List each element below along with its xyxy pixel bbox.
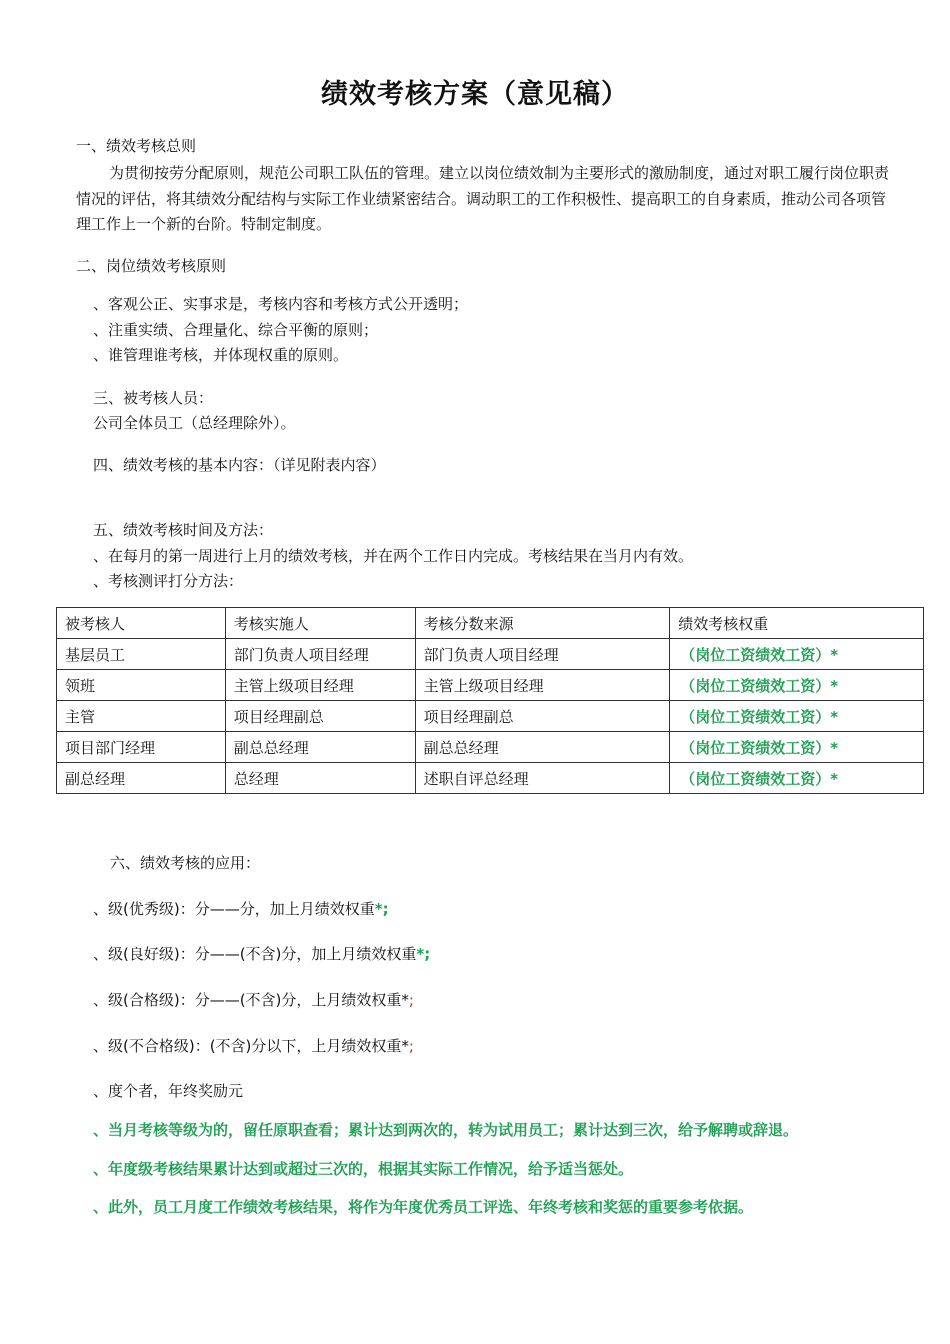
table-cell: 副总经理 <box>57 763 226 794</box>
table-header-cell: 绩效考核权重 <box>670 608 924 639</box>
table-cell: 主管上级项目经理 <box>225 670 415 701</box>
section3-text: 公司全体员工（总经理除外）。 <box>93 414 296 432</box>
table-header-row <box>57 608 924 639</box>
weight-cell: （岗位工资绩效工资）* <box>670 763 924 794</box>
section4-heading: 四、绩效考核的基本内容：（详见附表内容） <box>93 456 386 474</box>
table-header-cell: 被考核人 <box>57 608 226 639</box>
grade-text: 、级(良好级)：分——(不含)分，加上月绩效权重 <box>93 945 417 963</box>
note-item: 、此外，员工月度工作绩效考核结果，将作为年度优秀员工评选、年终考核和奖惩的重要参考依据。 <box>93 1198 754 1216</box>
table-cell: 领班 <box>57 670 226 701</box>
table-row <box>57 763 924 794</box>
table-cell: 项目经理副总 <box>415 701 670 732</box>
table-row <box>57 732 924 763</box>
table-header-cell: 考核实施人 <box>225 608 415 639</box>
table-cell: 项目经理副总 <box>225 701 415 732</box>
section5-heading: 五、绩效考核时间及方法： <box>93 521 274 539</box>
section1-paragraph: 为贯彻按劳分配原则，规范公司职工队伍的管理。建立以岗位绩效制为主要形式的激励制度，通过对职工履行岗位职责情况的评估，将其绩效分配结构与实际工作业绩紧密结合。调动职工的工作积极性、提高职工的自身素质，推动公司各项管理工作上一个新的台阶。特制定制度。 <box>76 164 890 233</box>
grade-item <box>93 1036 414 1056</box>
note-item: 、当月考核等级为的，留任原职查看；累计达到两次的，转为试用员工；累计达到三次，给予解聘或辞退。 <box>93 1121 799 1139</box>
table-cell: 项目部门经理 <box>57 732 226 763</box>
section6-heading: 六、绩效考核的应用： <box>110 854 261 872</box>
grade-text: 、级(不合格级)：(不含)分以下，上月绩效权重* <box>93 1037 409 1055</box>
table-row <box>57 639 924 670</box>
grade-mark: *; <box>416 945 431 963</box>
table-row <box>57 670 924 701</box>
method-item: 、考核测评打分方法： <box>93 572 244 590</box>
table-cell: 部门负责人项目经理 <box>415 639 670 670</box>
table-cell: 副总总经理 <box>225 732 415 763</box>
grade-item <box>93 990 414 1010</box>
table-cell: 主管 <box>57 701 226 732</box>
grade-item <box>93 944 430 964</box>
weight-cell: （岗位工资绩效工资）* <box>670 639 924 670</box>
principle-item: 、客观公正、实事求是，考核内容和考核方式公开透明； <box>93 295 469 313</box>
grade-mark: *; <box>374 900 389 918</box>
section1-heading: 一、绩效考核总则 <box>76 137 197 155</box>
grade-mark: ; <box>408 991 414 1009</box>
table-cell: 副总总经理 <box>415 732 670 763</box>
principle-item: 、谁管理谁考核，并体现权重的原则。 <box>93 346 349 364</box>
table-cell: 基层员工 <box>57 639 226 670</box>
section3-heading: 三、被考核人员： <box>93 389 214 407</box>
weight-cell: （岗位工资绩效工资）* <box>670 701 924 732</box>
page-title: 绩效考核方案（意见稿） <box>321 79 629 110</box>
table-cell: 部门负责人项目经理 <box>225 639 415 670</box>
weight-cell: （岗位工资绩效工资）* <box>670 670 924 701</box>
grade-text: 、级(合格级)：分——(不含)分，上月绩效权重* <box>93 991 409 1009</box>
method-item: 、在每月的第一周进行上月的绩效考核，并在两个工作日内完成。考核结果在当月内有效。 <box>93 547 694 565</box>
bonus-item: 、度个者，年终奖励元 <box>93 1082 244 1100</box>
table-header-cell: 考核分数来源 <box>415 608 670 639</box>
grade-text: 、级(优秀级)：分——分，加上月绩效权重 <box>93 900 375 918</box>
table-cell: 述职自评总经理 <box>415 763 670 794</box>
grade-item <box>93 899 389 919</box>
table-cell: 主管上级项目经理 <box>415 670 670 701</box>
grade-mark: ; <box>408 1037 414 1055</box>
note-item: 、年度级考核结果累计达到或超过三次的，根据其实际工作情况，给予适当惩处。 <box>93 1160 634 1178</box>
table-row <box>57 701 924 732</box>
assessment-table <box>56 607 924 794</box>
section2-heading: 二、岗位绩效考核原则 <box>76 257 227 275</box>
table-cell: 总经理 <box>225 763 415 794</box>
principle-item: 、注重实绩、合理量化、综合平衡的原则； <box>93 321 379 339</box>
weight-cell: （岗位工资绩效工资）* <box>670 732 924 763</box>
